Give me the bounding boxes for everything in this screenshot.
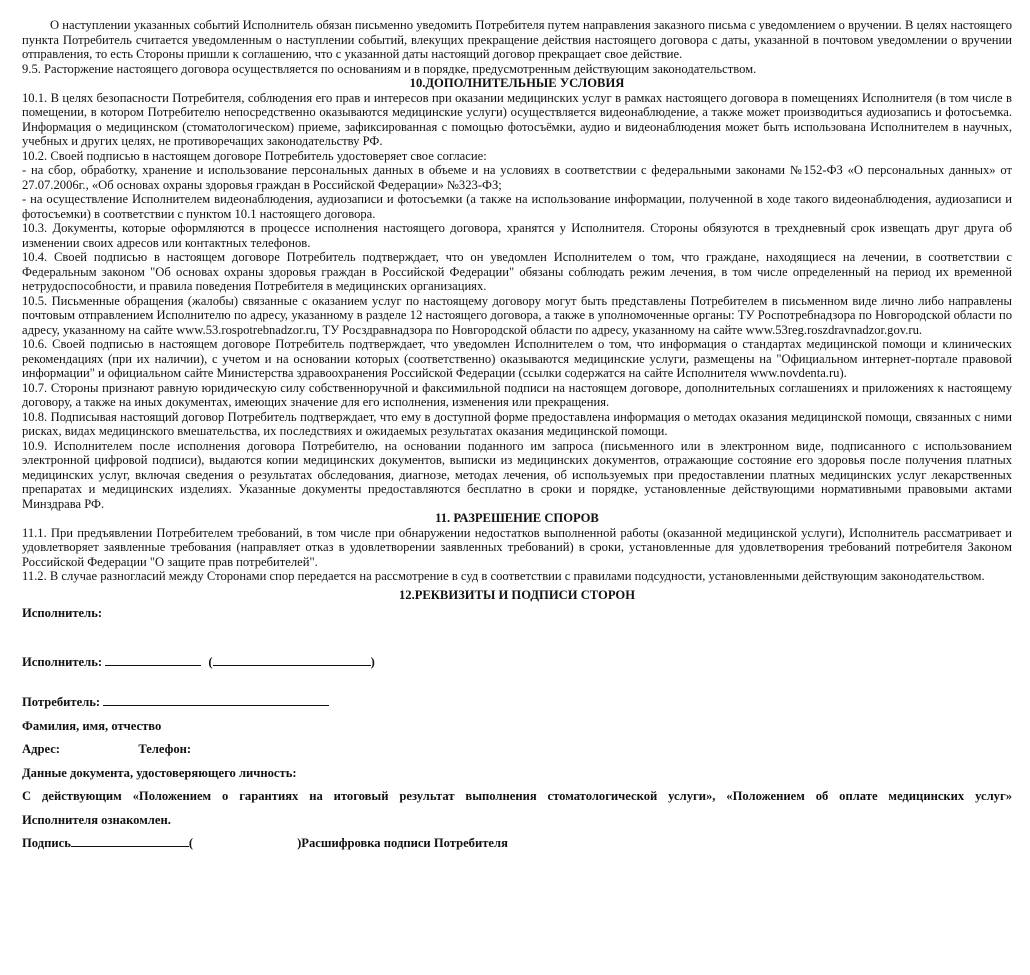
intro-paragraph: О наступлении указанных событий Исполнитель обязан письменно уведомить Потребителя путем направления заказного письма с уведомлением о вручении. В целях настоящего пункта Потребитель считается уведомленным о наступлении событий, влекущих прекращение действия настоящего договора с даты, указанной в почтовом уведомлении о вручении отправления, то есть Стороны пришли к соглашению, что с указанной даты настоящий договор прекращает свое действие. [22,18,1012,61]
consumer-label: Потребитель: [22,695,101,709]
section-11-title: 11. РАЗРЕШЕНИЕ СПОРОВ [435,511,599,525]
acknowledgement-line-2: Исполнителя ознакомлен. [22,812,171,827]
sign-open: ( [188,836,194,850]
executor-signature-row [22,655,1012,670]
executor-header: Исполнитель: [22,606,103,620]
section-12-title: 12.РЕКВИЗИТЫ И ПОДПИСИ СТОРОН [398,587,636,602]
clause-10-2-item-1: - на сбор, обработку, хранение и использование персональных данных в объеме и на условиях в соответствии с федеральными законами №152-ФЗ «О персональных данных» от 27.07.2006г., «Об основах охраны здоровья граждан в Российской Федерации» №323-ФЗ; [22,163,1012,192]
executor-sign-open: ( [208,654,213,669]
clause-10-8: 10.8. Подписывая настоящий договор Потребитель подтверждает, что ему в доступной форме предоставлена информация о методах оказания медицинской помощи, связанных с ними рисках, видах медицинского вмешательства, их последствиях и ожидаемых результатах оказания медицинской помощи. [22,409,1012,438]
address-label: Адрес: [22,742,60,756]
clause-10-4: 10.4. Своей подписью в настоящем договоре Потребитель подтверждает, что он уведомлен Исполнителем о том, что граждане, находящиеся на лечении, в соответствии с Федеральным законом "Об основах охраны здоровья граждан в Российской Федерации" обязаны соблюдать режим лечения, в том числе определенный на период их временной нетрудоспособности, и правила поведения Потребителя в медицинских организациях. [22,250,1012,293]
contact-row [22,742,1012,757]
executor-signature-line[interactable] [105,664,201,666]
consumer-signature-line[interactable] [71,845,189,847]
consumer-line[interactable] [103,704,329,706]
clause-10-1: 10.1. В целях безопасности Потребителя, соблюдения его прав и интересов при оказании медицинских услуг в рамках настоящего договора в помещениях Исполнителя (в том числе в помещении, в котором Потребителю непосредственно оказываются медицинские услуги) осуществляется видеонаблюдение, а также может производиться аудиозапись и фотосъемка. Информация о медицинском (стоматологическом) приеме, зафиксированная с помощью фотосъёмки, аудио и видеонаблюдения может быть использована Исполнителем в научных, учебных и других целях, не противоречащих законодательству РФ. [22,90,1012,148]
sign-close: )Расшифровка подписи Потребителя [297,836,508,850]
id-document-label: Данные документа, удостоверяющего личность: [22,765,297,780]
acknowledgement-line-1: С действующим «Положением о гарантиях на итоговый результат выполнения стоматологической услуги», «Положением об оплате медицинских услуг» [22,789,1012,803]
clause-11-1: 11.1. При предъявлении Потребителем требований, в том числе при обнаружении недостатков выполненной работы (оказанной медицинской услуги), Исполнитель рассматривает и удовлетворяет заявленные требования (направляет отказ в удовлетворении заявленных требований) в сроки, установленные для удовлетворения требований потребителя Законом Российской Федерации "О защите прав потребителей". [22,525,1012,569]
clause-10-2-item-2: - на осуществление Исполнителем видеонаблюдения, аудиозаписи и фотосъемки (а также на использование информации, полученной в ходе такого видеонаблюдения, аудиозаписи и фотосъемки) в соответствии с пунктом 10.1 настоящего договора. [22,192,1012,221]
consumer-signature-row [22,836,1012,851]
executor-name-line[interactable] [213,664,371,666]
contract-document [22,0,1012,851]
consumer-row [22,695,1012,710]
clause-10-5: 10.5. Письменные обращения (жалобы) связанные с оказанием услуг по настоящему договору могут быть представлены Потребителем в письменном виде лично либо направлены почтовым отправлением Исполнителю по адресу, указанному в разделе 12 настоящего договора, а также в уполномоченные органы: ТУ Роспотребнадзора по Новгородской области по адресу, указанному на сайте www.53.rospotrebnadzor.ru, ТУ Росздравнадзора по Новгородской области по адресу, указанному на сайте www.53reg.roszdravnadzor.gov.ru. [22,293,1012,337]
clause-10-6: 10.6. Своей подписью в настоящем договоре Потребитель подтверждает, что уведомлен Исполнителем о том, что информация о стандартах медицинской помощи и клинических рекомендациях (при их наличии), с учетом и на основании которых (соответственно) оказываются медицинские услуги, размещены на "Официальном интернет-портале правовой информации" и официальном сайте Министерства здравоохранения Российской Федерации (ссылки содержатся на сайте Исполнителя www.novdenta.ru). [22,337,1012,380]
clause-11-2: 11.2. В случае разногласий между Сторонами спор передается на рассмотрение в суд в соответствии с правилами подсудности, установленными действующим законодательством. [22,569,985,583]
clause-9-5: 9.5. Расторжение настоящего договора осуществляется по основаниям и в порядке, предусмотренным действующим законодательством. [22,61,757,76]
phone-label: Телефон: [138,742,192,756]
clause-10-2: 10.2. Своей подписью в настоящем договоре Потребитель удостоверяет свое согласие: [22,148,487,163]
executor-sign-label: Исполнитель: [22,654,103,669]
clause-10-7: 10.7. Стороны признают равную юридическую силу собственноручной и факсимильной подписи на настоящем договоре, дополнительных соглашениях и приложениях к настоящему договору, а также на иных документах, имеющих значение для его исполнения, изменения или прекращения. [22,380,1012,409]
fio-label: Фамилия, имя, отчество [22,718,162,733]
clause-10-9: 10.9. Исполнителем после исполнения договора Потребителю, на основании поданного им запроса (письменного или в электронном виде, подписанного с использованием электронной цифровой подписи), выдаются копии медицинских документов, выписки из медицинских документов, отражающие состояние его здоровья после получения платных медицинских услуг, включая сведения о результатах обследования, диагнозе, методах лечения, об используемых при предоставлении платных медицинских услуг лекарственных препаратах и медицинских изделиях. Указанные документы предоставляются бесплатно в сроки и порядке, установленные действующими нормативными правовыми актами Минздрава РФ. [22,438,1012,511]
sign-label: Подпись [22,836,71,850]
section-10-title: 10.ДОПОЛНИТЕЛЬНЫЕ УСЛОВИЯ [409,76,625,90]
clause-10-3: 10.3. Документы, которые оформляются в процессе исполнения настоящего договора, хранятся у Исполнителя. Стороны обязуются в трехдневный срок извещать друг друга об изменении своих адресов или контактных телефонов. [22,221,1012,250]
executor-sign-close: ) [370,654,375,669]
